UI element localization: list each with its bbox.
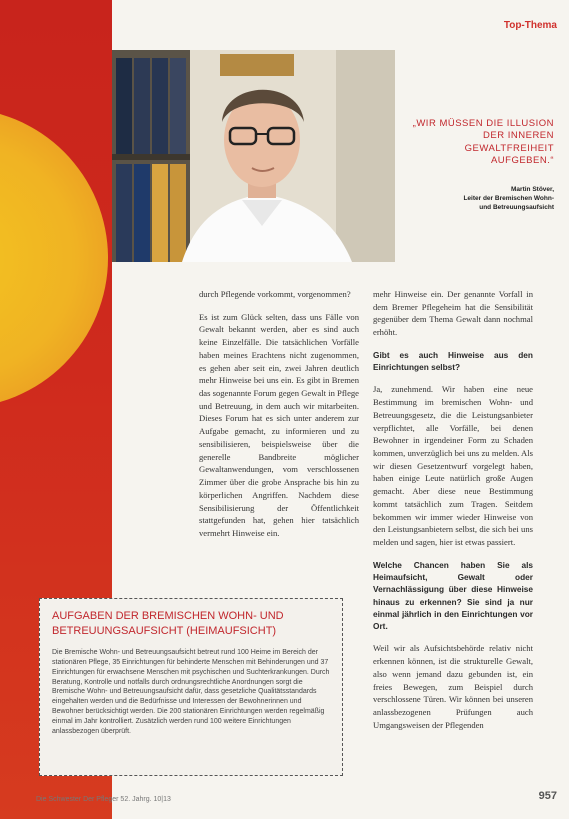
page-number: 957: [538, 790, 557, 802]
info-box: [39, 598, 343, 776]
info-box-text: [52, 648, 330, 737]
article-paragraph: mehr Hinweise ein. Der genannte Vorfall in dem Bremer Pflegeheim hat die Sensibilität gegenüber dem Thema Gewalt dann nochmal erhöht.: [373, 289, 533, 338]
article-paragraph: Ja, zunehmend. Wir haben eine neue Bestimmung im bremischen Wohn- und Betreuungsgesetz, die die Leistungsanbieter verpflichtet, alle Vorfälle, bei denen Bewohner in irgendeiner Form zu Schaden kommen, unverzüglich bei uns zu melden. Als wir diesen Gesetzentwurf vorgelegt haben, haben einige Leute natürlich große Augen gemacht. Aber diese neue Bestimmung kommt tatsächlich zum Tragen. Seitdem bekommen wir immer wieder Hinweise von den Leistungsanbietern selbst, die sich bei uns melden und sagen, hier ist etwas passiert.: [373, 384, 533, 548]
interview-photo: [112, 50, 395, 262]
article-paragraph: Weil wir als Aufsichtsbehörde relativ nicht erkennen können, ist die strukturelle Gewalt, also wenn jemand dazu gebunden ist, ein freies Bewegen, zum Beispiel durch verschlossene Türen. Wir können bei unseren anlassbezogenen Prüfungen auch Umgangsweisen der Pflegenden: [373, 643, 533, 730]
section-label: Top-Thema: [503, 20, 557, 31]
article-column-2: [373, 288, 533, 731]
interview-question: Gibt es auch Hinweise aus den Einrichtungen selbst?: [373, 349, 533, 373]
quote-author-role-1: Leiter der Bremischen Wohn-: [463, 194, 554, 202]
interview-question: Welche Chancen haben Sie als Heimaufsicht, Gewalt oder Vernachlässigung über diese Hinweise hinaus zu erkennen? Sie sind ja nur einmal jährlich in den Einrichtungen vor Ort.: [373, 559, 533, 632]
info-box-title: AUFGABEN DER BREMISCHEN WOHN- UND BETREUUNGSAUFSICHT (HEIMAUFSICHT): [52, 610, 284, 637]
article-paragraph: durch Pflegende vorkommt, vorgenommen?: [199, 289, 351, 299]
article-column-1: [199, 288, 359, 588]
footer-publication: Die Schwester Der Pfleger 52. Jahrg. 10|13: [36, 796, 171, 803]
pull-quote: „WIR MÜSSEN DIE ILLUSION DER INNEREN GEWALTFREIHEIT AUFGEBEN.“: [412, 118, 554, 167]
info-box-paragraph-2: Durch Beratung, Kontrolle und notfalls durch ordnungsrechtliche Anordnungen sorgt die Bremische Wohn- und Betreuungsaufsicht dafür, dass gesetzliche Qualitätsstandards eingehalten werden und die Bedürfnisse und Interessen der Bewohnerinnen und Bewohner berücksichtigt werden.: [52, 668, 330, 716]
info-box-paragraph-3: Die 200 stationären Einrichtungen werden regelmäßig einmal im Jahr kontrolliert. Zusätzlich werden rund 100 weitere Einrichtungen anlassbezogen überprüft.: [52, 708, 325, 736]
quote-attribution: [398, 186, 554, 212]
quote-author-name: Martin Stöver,: [511, 186, 554, 193]
info-box-paragraph-1: Die Bremische Wohn- und Betreuungsaufsicht betreut rund 100 Heime im Bereich der stationären Pflege, 35 Einrichtungen für behinderte Menschen mit Behinderungen und 37 Einrichtungen für erwachsene Menschen mit psychischen und Suchterkrankungen.: [52, 648, 329, 676]
article-paragraph: Es ist zum Glück selten, dass uns Fälle von Gewalt bekannt werden, aber es sind auch keine Einzelfälle. Die tatsächlichen Vorfälle haben meines Erachtens nicht zugenommen, es gehen aber seit ein, zwei Jahren deutlich mehr Hinweise bei uns ein. Es gibt in Bremen das sogenannte Forum gegen Gewalt in Pflege und Betreuung, in dem auch wir mitarbeiten. Dieses Forum hat es sich unter anderem zur Aufgabe gemacht, zu informieren und zu sensibilisieren, beispielsweise über die generelle Bandbreite möglicher Gewaltanwendungen, vom verschlossenen Zimmer über die grobe Ansprache bis hin zu körperlichen Angriffen. Nachdem diese Sensibilisierung der Öffentlichkeit stattgefunden hat, gehen hier tatsächlich vermehrt Hinweise ein.: [199, 311, 359, 538]
quote-author-role-2: und Betreuungsaufsicht: [479, 203, 554, 211]
